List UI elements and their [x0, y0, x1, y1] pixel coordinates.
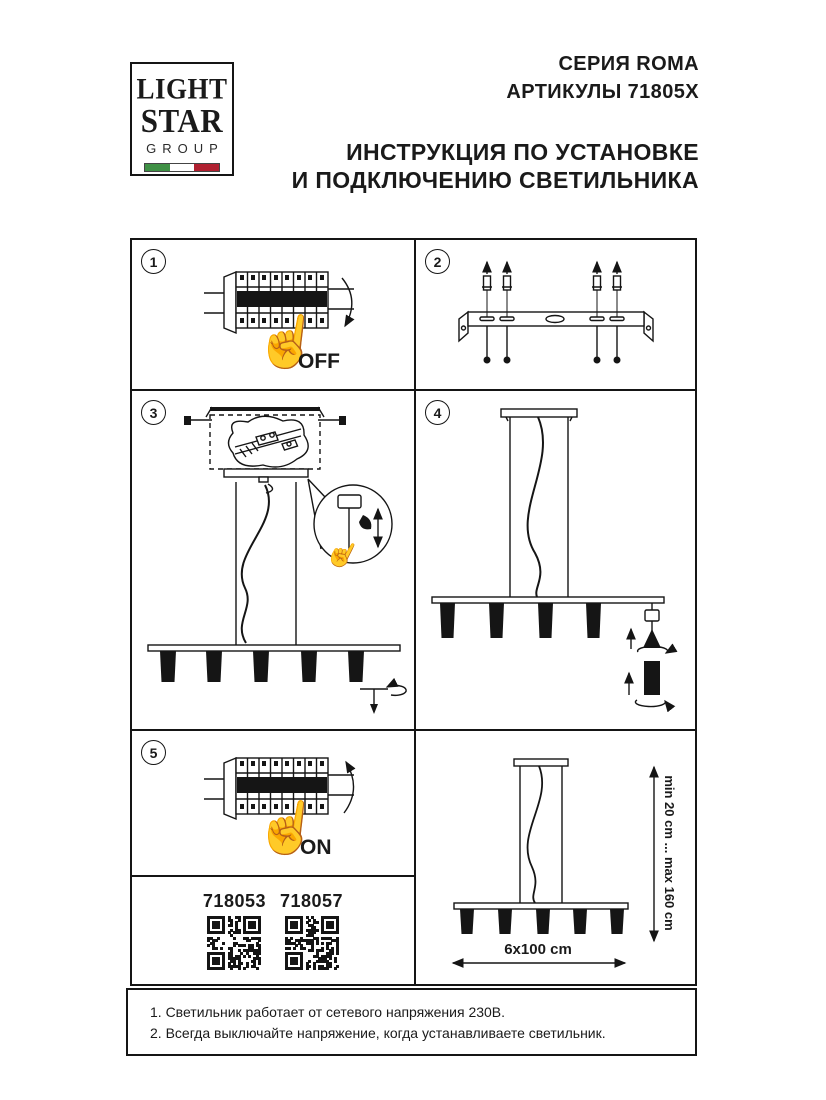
- footer-notes-box: [126, 988, 697, 1056]
- step3-ceiling-mount-diagram: [132, 391, 414, 729]
- lightstar-logo: [130, 62, 234, 176]
- step4-number-badge: 4: [425, 400, 450, 425]
- switch-down-arrow-icon: [342, 278, 352, 326]
- step2-bracket-diagram: [416, 240, 695, 389]
- height-dimension-label: min 20 cm ... max 160 cm: [662, 775, 677, 931]
- small-hand-icon: ☝: [321, 532, 365, 575]
- dimensions-panel: [416, 731, 695, 984]
- qr-codes-panel: [132, 877, 414, 984]
- socket-lamp-shade-assembly: [629, 603, 668, 707]
- step2-panel: [416, 240, 695, 389]
- italian-flag-stripe: [144, 163, 220, 172]
- screw-turn-icon: [360, 685, 406, 714]
- shades-row: [460, 909, 624, 934]
- instruction-steps-grid: [130, 238, 697, 986]
- step1-panel: [132, 240, 414, 389]
- logo-star-text: STAR: [140, 101, 224, 140]
- series-title: СЕРИЯ ROMA: [558, 53, 699, 75]
- header-text-block: [292, 50, 699, 194]
- qr-item-1: [203, 891, 266, 970]
- step3-number-badge: 3: [141, 400, 166, 425]
- qr-code-2: [285, 916, 339, 970]
- article-number-2: 718057: [280, 891, 344, 911]
- qr-item-2: [280, 891, 343, 970]
- on-label: ON: [300, 836, 332, 859]
- footer-note-2: 2. Всегда выключайте напряжение, когда устанавливаете светильник.: [150, 1025, 606, 1041]
- page-title-line2: И ПОДКЛЮЧЕНИЮ СВЕТИЛЬНИКА: [291, 167, 699, 193]
- step5-number-badge: 5: [141, 740, 166, 765]
- qr-code-1: [207, 916, 261, 970]
- page-title: [292, 138, 699, 194]
- installed-shades: [440, 603, 601, 638]
- step4-panel: [416, 391, 695, 729]
- flag-green: [145, 164, 170, 171]
- switch-up-arrow-icon: [344, 762, 354, 813]
- step2-number-badge: 2: [425, 249, 450, 274]
- logo-group-text: GROUP: [146, 141, 224, 156]
- logo-light-text: LIGHT: [136, 72, 228, 106]
- flag-white: [170, 164, 195, 171]
- dimensions-diagram: [416, 731, 695, 984]
- page-title-line1: ИНСТРУКЦИЯ ПО УСТАНОВКЕ: [346, 139, 699, 165]
- footer-note-1: 1. Светильник работает от сетевого напряжения 230В.: [150, 1004, 506, 1020]
- step3-panel: [132, 391, 414, 729]
- articles-title: АРТИКУЛЫ 71805X: [506, 81, 699, 103]
- step4-assembly-diagram: [416, 391, 695, 729]
- step5-panel: [132, 731, 414, 875]
- flag-red: [194, 164, 219, 171]
- step5-breaker-on-diagram: [132, 731, 414, 875]
- step1-breaker-off-diagram: [132, 240, 414, 389]
- lamp-shades: [160, 651, 364, 682]
- width-dimension-label: 6x100 cm: [504, 941, 572, 958]
- article-number-1: 718053: [202, 891, 266, 911]
- step1-number-badge: 1: [141, 249, 166, 274]
- off-label: OFF: [298, 350, 340, 373]
